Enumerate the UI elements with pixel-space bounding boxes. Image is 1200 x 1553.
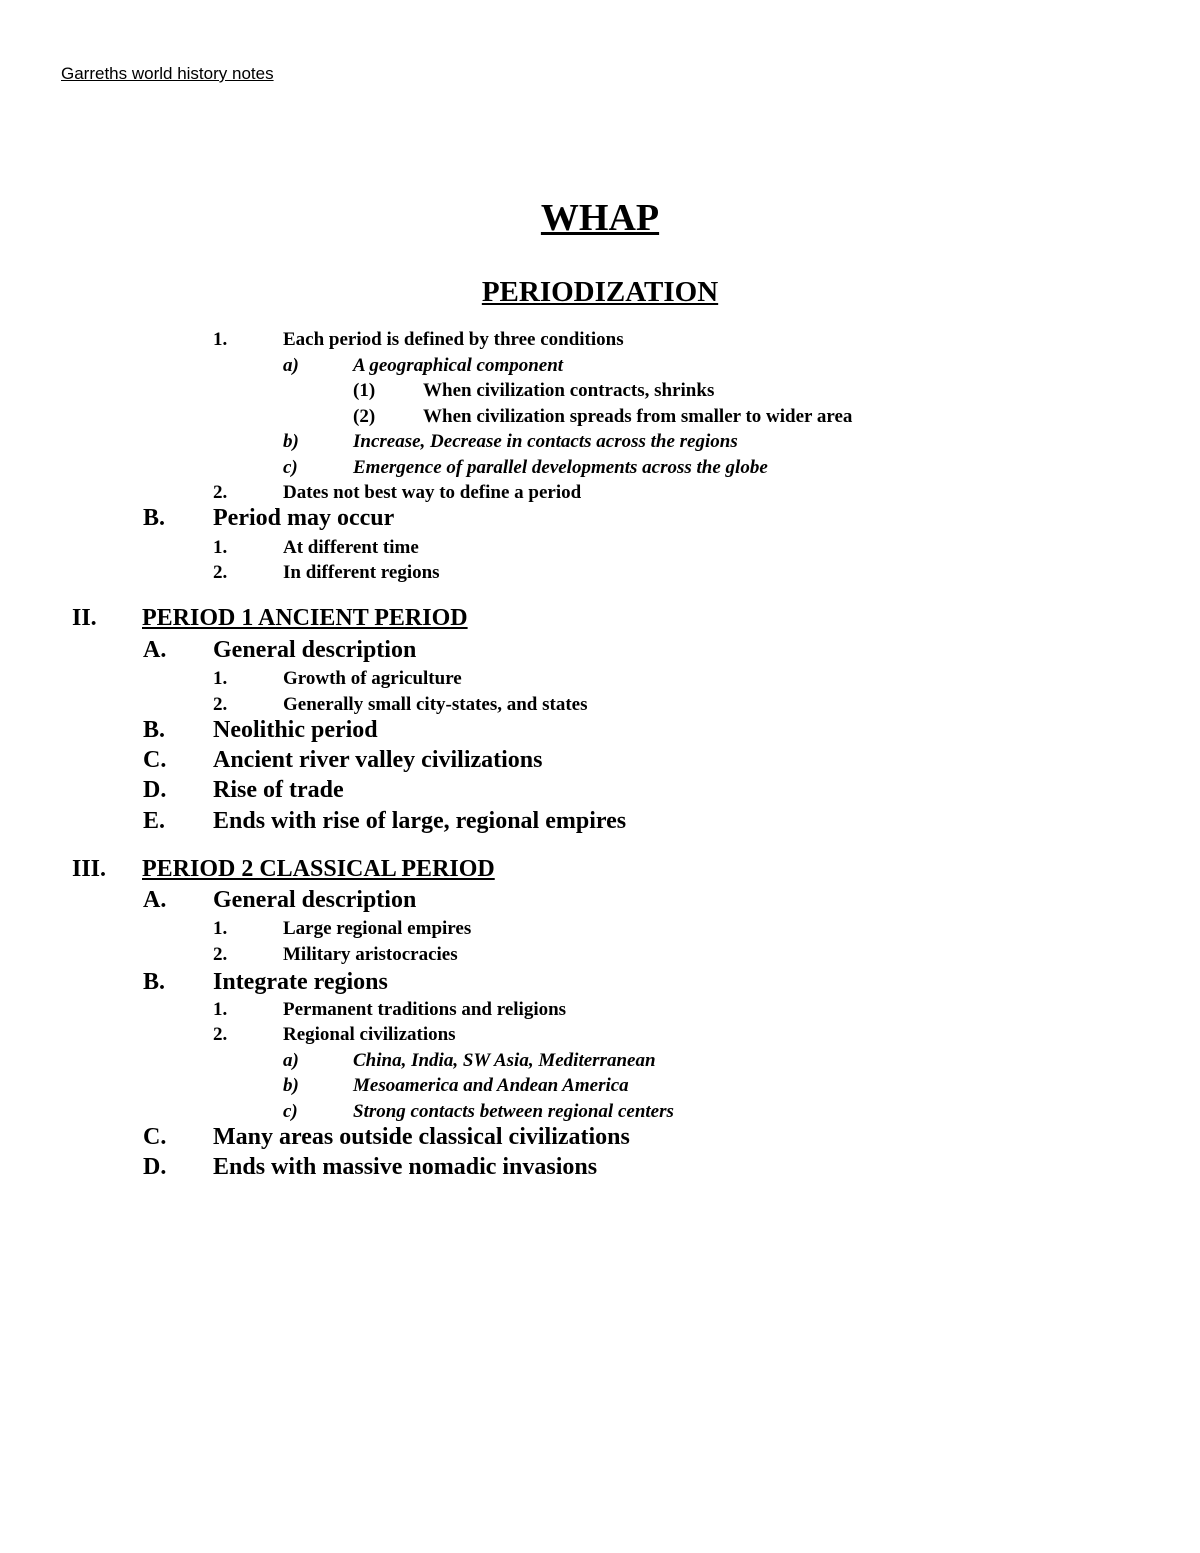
outline-marker: III.: [72, 856, 107, 882]
header-note: Garreths world history notes: [61, 64, 274, 83]
outline-marker: C.: [143, 747, 167, 773]
outline-text: Period may occur: [213, 505, 395, 531]
outline-text: Permanent traditions and religions: [283, 999, 567, 1020]
outline-marker: A.: [143, 887, 167, 913]
outline-marker: (2): [353, 406, 376, 427]
outline-marker: B.: [143, 717, 166, 743]
outline-text: General description: [213, 637, 417, 663]
outline-marker: b): [283, 431, 299, 452]
outline-marker: E.: [143, 808, 166, 834]
outline-text: When civilization spreads from smaller to wider area: [423, 406, 853, 427]
outline-text: Military aristocracies: [283, 944, 458, 965]
outline-text: In different regions: [283, 562, 440, 583]
outline-marker: 1.: [213, 668, 228, 689]
document-subtitle: PERIODIZATION: [481, 276, 719, 308]
outline-text: Ancient river valley civilizations: [213, 747, 543, 773]
outline-marker: (1): [353, 380, 376, 401]
outline-marker: b): [283, 1075, 299, 1096]
outline-marker: 2.: [213, 944, 228, 965]
outline-marker: 2.: [213, 562, 228, 583]
outline-heading: PERIOD 1 ANCIENT PERIOD: [142, 605, 468, 631]
outline-marker: B.: [143, 969, 166, 995]
outline-text: Growth of agriculture: [283, 668, 462, 689]
outline-text: Ends with rise of large, regional empires: [213, 808, 627, 834]
outline-text: Generally small city-states, and states: [283, 694, 588, 715]
outline-marker: II.: [72, 605, 97, 631]
outline-marker: a): [283, 1050, 299, 1071]
outline-text: Emergence of parallel developments across the globe: [353, 457, 768, 478]
outline-marker: 1.: [213, 999, 228, 1020]
document-title: WHAP: [540, 197, 660, 239]
outline-text: Strong contacts between regional centers: [353, 1101, 674, 1122]
outline-marker: c): [283, 457, 298, 478]
outline-marker: 2.: [213, 1024, 228, 1045]
outline-marker: 1.: [213, 918, 228, 939]
outline-marker: C.: [143, 1124, 167, 1150]
outline-text: At different time: [283, 537, 419, 558]
outline-marker: 1.: [213, 537, 228, 558]
outline-marker: 2.: [213, 694, 228, 715]
outline-marker: a): [283, 355, 299, 376]
outline-text: Ends with massive nomadic invasions: [213, 1154, 598, 1180]
outline-text: Neolithic period: [213, 717, 378, 743]
outline-text: China, India, SW Asia, Mediterranean: [353, 1050, 656, 1071]
outline-marker: c): [283, 1101, 298, 1122]
outline-text: Many areas outside classical civilizations: [213, 1124, 630, 1150]
outline-text: Regional civilizations: [283, 1024, 456, 1045]
outline-marker: B.: [143, 505, 166, 531]
outline-text: Dates not best way to define a period: [283, 482, 582, 503]
outline-text: A geographical component: [353, 355, 564, 376]
outline-text: When civilization contracts, shrinks: [423, 380, 715, 401]
outline-marker: D.: [143, 1154, 167, 1180]
outline-text: General description: [213, 887, 417, 913]
outline-marker: 1.: [213, 329, 228, 350]
outline-marker: A.: [143, 637, 167, 663]
outline-text: Mesoamerica and Andean America: [353, 1075, 629, 1096]
outline-text: Increase, Decrease in contacts across the regions: [353, 431, 738, 452]
outline-text: Integrate regions: [213, 969, 388, 995]
outline-text: Each period is defined by three conditions: [283, 329, 624, 350]
outline-text: Rise of trade: [213, 777, 344, 803]
outline-text: Large regional empires: [283, 918, 472, 939]
outline-marker: D.: [143, 777, 167, 803]
outline-heading: PERIOD 2 CLASSICAL PERIOD: [142, 856, 495, 882]
outline-marker: 2.: [213, 482, 228, 503]
